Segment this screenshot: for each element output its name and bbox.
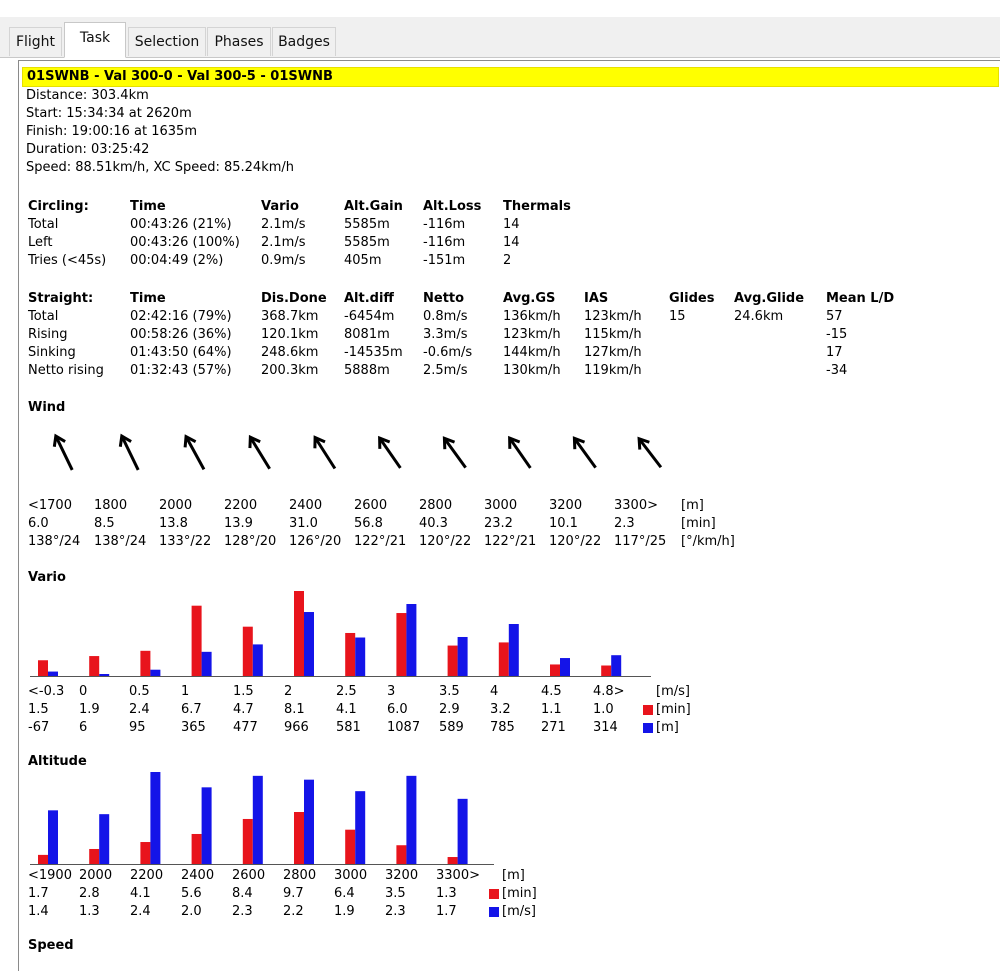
bar-alt-minutes [345,830,355,864]
task-finish: Finish: 19:00:16 at 1635m [26,124,197,139]
straight-cell: 57 [826,309,843,324]
tab-phases[interactable]: Phases [207,27,271,56]
vario-minutes-label: 3.2 [490,702,511,717]
vario-category-label: 1 [181,684,190,699]
alt-category-label: 2000 [79,868,113,883]
straight-cell: 5888m [344,363,390,378]
straight-cell: 136km/h [503,309,561,324]
wind-dir-speed-label: 126°/20 [289,534,342,549]
circling-cell: 405m [344,253,382,268]
legend-swatch [489,889,499,899]
wind-altitude-label: <1700 [28,498,72,513]
straight-cell: 3.3m/s [423,327,468,342]
vario-category-label: <-0.3 [28,684,65,699]
vario-minutes-label: 1.5 [28,702,49,717]
alt-minutes-label: 4.1 [130,886,151,901]
legend-swatch [489,907,499,917]
task-title-bar [22,67,999,87]
vario-minutes-label: 1.1 [541,702,562,717]
wind-arrow-shaft [444,438,465,467]
speed-section-title: Speed [28,938,74,953]
tab-selection[interactable]: Selection [128,27,206,56]
straight-header: Dis.Done [261,291,327,306]
vario-second-label: 6 [79,720,88,735]
straight-cell: Netto rising [28,363,104,378]
circling-cell: 5585m [344,235,390,250]
wind-direction-arrow-icon [433,433,477,473]
alt-category-label: 3000 [334,868,368,883]
straight-cell: 00:58:26 (36%) [130,327,232,342]
straight-cell: 130km/h [503,363,561,378]
straight-cell: 120.1km [261,327,319,342]
altitude-section-title: Altitude [28,754,87,769]
wind-arrow-shaft [510,438,531,468]
straight-cell: 115km/h [584,327,642,342]
straight-header: Avg.GS [503,291,556,306]
wind-altitude-label: 1800 [94,498,128,513]
wind-minutes-label: 8.5 [94,516,115,531]
wind-minutes-label: 10.1 [549,516,578,531]
bar-vario-metres [560,658,570,676]
bar-vario-minutes [499,642,509,676]
wind-altitude-label: 2000 [159,498,193,513]
wind-minutes-label: 13.9 [224,516,253,531]
circling-cell: 00:04:49 (2%) [130,253,224,268]
wind-dir-speed-label: 133°/22 [159,534,212,549]
vario-second-label: 1087 [387,720,421,735]
circling-cell: Tries (<45s) [28,253,107,268]
straight-header: Netto [423,291,465,306]
straight-cell: 200.3km [261,363,319,378]
alt-category-label: 2400 [181,868,215,883]
window-top-strip [0,0,1000,17]
bar-alt-climb [202,787,212,864]
alt-second-label: 1.3 [79,904,100,919]
wind-dir-speed-label: 120°/22 [419,534,472,549]
vario-category-label: 4 [490,684,499,699]
vario-category-label: 0.5 [129,684,150,699]
bar-vario-metres [509,624,519,676]
wind-dir-speed-label: 122°/21 [354,534,407,549]
legend-swatch [643,723,653,733]
alt-category-label: 2200 [130,868,164,883]
circling-cell: 2.1m/s [261,235,306,250]
wind-dir-speed-label: 128°/20 [224,534,277,549]
straight-cell: 123km/h [584,309,642,324]
wind-dir-speed-label: 138°/24 [28,534,81,549]
circling-header: Vario [261,199,299,214]
circling-header: Time [130,199,166,214]
vario-category-label: 4.8> [593,684,625,699]
bar-alt-climb [458,799,468,864]
bar-alt-minutes [89,849,99,864]
vario-legend-label: [m] [656,720,679,735]
alt-minutes-label: 1.7 [28,886,49,901]
wind-altitude-label: 2200 [224,498,258,513]
vario-second-label: 365 [181,720,206,735]
wind-arrow-shaft [380,438,401,468]
straight-cell: 119km/h [584,363,642,378]
vario-category-label: 4.5 [541,684,562,699]
bar-alt-minutes [38,855,48,864]
vario-category-label: 0 [79,684,88,699]
bar-alt-climb [253,776,263,864]
circling-header: Alt.Loss [423,199,482,214]
wind-altitude-label: 3300> [614,498,658,513]
bar-alt-climb [48,810,58,864]
vario-legend-label: [min] [656,702,691,717]
vario-category-label: 3 [387,684,396,699]
alt-second-label: 1.9 [334,904,355,919]
alt-category-unit: [m] [502,868,525,883]
tab-bar [0,17,1000,58]
vario-minutes-label: 2.9 [439,702,460,717]
wind-section-title: Wind [28,400,66,415]
wind-minutes-label: 40.3 [419,516,448,531]
bar-vario-minutes [294,591,304,676]
straight-cell: 01:32:43 (57%) [130,363,232,378]
straight-cell: 24.6km [734,309,784,324]
vario-minutes-label: 1.0 [593,702,614,717]
straight-cell: 368.7km [261,309,319,324]
bar-alt-climb [99,814,109,864]
wind-direction-arrow-icon [238,433,282,473]
task-title: 01SWNB - Val 300-0 - Val 300-5 - 01SWNB [27,69,333,84]
vario-second-label: 589 [439,720,464,735]
straight-cell: 123km/h [503,327,561,342]
alt-minutes-label: 9.7 [283,886,304,901]
alt-category-label: 3200 [385,868,419,883]
wind-unit-dir: [°/km/h] [681,534,735,549]
task-statistics-panel [18,60,1000,971]
vario-category-label: 1.5 [233,684,254,699]
alt-minutes-label: 6.4 [334,886,355,901]
bar-vario-metres [304,612,314,676]
straight-cell: Rising [28,327,68,342]
vario-second-label: 477 [233,720,258,735]
task-duration: Duration: 03:25:42 [26,142,150,157]
straight-cell: 02:42:16 (79%) [130,309,232,324]
bar-alt-minutes [140,842,150,864]
bar-vario-minutes [192,606,202,676]
bar-vario-minutes [345,633,355,676]
bar-vario-metres [355,638,365,676]
alt-second-label: 2.4 [130,904,151,919]
bar-vario-metres [611,655,621,676]
alt-second-label: 2.3 [385,904,406,919]
alt-category-label: 2600 [232,868,266,883]
straight-cell: -15 [826,327,848,342]
straight-cell: Total [28,309,59,324]
alt-second-label: 1.7 [436,904,457,919]
straight-cell: 01:43:50 (64%) [130,345,232,360]
circling-header: Circling: [28,199,89,214]
straight-cell: 127km/h [584,345,642,360]
wind-unit-min: [min] [681,516,716,531]
straight-header: Time [130,291,166,306]
straight-cell: -0.6m/s [423,345,473,360]
wind-minutes-label: 23.2 [484,516,513,531]
vario-category-unit: [m/s] [656,684,690,699]
vario-second-label: 314 [593,720,618,735]
straight-header: Straight: [28,291,94,306]
straight-cell: 248.6km [261,345,319,360]
circling-cell: 00:43:26 (100%) [130,235,240,250]
straight-header: Glides [669,291,715,306]
bar-alt-minutes [243,819,253,864]
legend-swatch [643,705,653,715]
alt-minutes-label: 8.4 [232,886,253,901]
alt-minutes-label: 5.6 [181,886,202,901]
bar-vario-minutes [89,656,99,676]
straight-header: Alt.diff [344,291,394,306]
vario-second-label: 785 [490,720,515,735]
bar-vario-metres [150,670,160,676]
circling-cell: 2 [503,253,512,268]
wind-altitude-label: 2800 [419,498,453,513]
bar-vario-metres [406,604,416,676]
bar-vario-metres [48,672,58,676]
wind-dir-speed-label: 120°/22 [549,534,602,549]
alt-second-label: 1.4 [28,904,49,919]
bar-vario-minutes [601,666,611,676]
alt-legend-label: [m/s] [502,904,536,919]
alt-minutes-label: 1.3 [436,886,457,901]
wind-unit-alt: [m] [681,498,704,513]
bar-alt-minutes [396,845,406,864]
wind-direction-arrow-icon [498,433,542,473]
wind-altitude-label: 3000 [484,498,518,513]
straight-cell: 8081m [344,327,390,342]
bar-vario-minutes [38,660,48,676]
wind-altitude-label: 2400 [289,498,323,513]
straight-header: Avg.Glide [734,291,805,306]
circling-cell: -151m [423,253,466,268]
wind-minutes-label: 13.8 [159,516,188,531]
vario-minutes-label: 1.9 [79,702,100,717]
bar-alt-climb [150,772,160,864]
vario-section-title: Vario [28,570,66,585]
wind-minutes-label: 2.3 [614,516,635,531]
straight-cell: Sinking [28,345,76,360]
vario-second-label: 271 [541,720,566,735]
circling-header: Alt.Gain [344,199,403,214]
vario-minutes-label: 6.0 [387,702,408,717]
bar-alt-climb [355,791,365,864]
bar-vario-minutes [396,613,406,676]
alt-minutes-label: 2.8 [79,886,100,901]
wind-dir-speed-label: 122°/21 [484,534,537,549]
vario-second-label: -67 [28,720,50,735]
wind-direction-arrow-icon [42,433,86,473]
circling-cell: Total [28,217,59,232]
vario-second-label: 581 [336,720,361,735]
vario-second-label: 95 [129,720,146,735]
alt-category-label: <1900 [28,868,72,883]
straight-cell: -14535m [344,345,403,360]
bar-vario-minutes [243,627,253,676]
wind-direction-arrow-icon [563,433,607,473]
straight-cell: -6454m [344,309,395,324]
vario-minutes-label: 6.7 [181,702,202,717]
vario-minutes-label: 4.7 [233,702,254,717]
circling-cell: 5585m [344,217,390,232]
tab-flight[interactable]: Flight [9,27,62,56]
circling-cell: -116m [423,235,466,250]
task-speed: Speed: 88.51km/h, XC Speed: 85.24km/h [26,160,295,175]
wind-altitude-label: 3200 [549,498,583,513]
bar-vario-metres [99,674,109,676]
bar-alt-minutes [294,812,304,864]
circling-cell: -116m [423,217,466,232]
circling-cell: 14 [503,235,520,250]
straight-header: Mean L/D [826,291,895,306]
wind-arrow-shaft [639,439,661,467]
straight-header: IAS [584,291,609,306]
tab-task[interactable]: Task [64,22,126,58]
straight-cell: 144km/h [503,345,561,360]
wind-arrow-shaft [574,438,595,467]
vario-category-label: 3.5 [439,684,460,699]
wind-direction-arrow-icon [628,433,672,473]
wind-direction-arrow-icon [368,433,412,473]
bar-vario-minutes [550,664,560,676]
bar-alt-minutes [448,857,458,864]
task-start: Start: 15:34:34 at 2620m [26,106,192,121]
tab-badges[interactable]: Badges [272,27,336,56]
wind-minutes-label: 6.0 [28,516,49,531]
bar-vario-minutes [140,651,150,676]
wind-direction-arrow-icon [108,433,152,473]
straight-cell: 0.8m/s [423,309,468,324]
bar-alt-minutes [192,834,202,864]
wind-arrow-shaft [315,438,335,469]
bar-vario-minutes [448,646,458,676]
alt-minutes-label: 3.5 [385,886,406,901]
circling-cell: Left [28,235,53,250]
alt-second-label: 2.0 [181,904,202,919]
altitude-histogram [19,765,719,867]
wind-minutes-label: 31.0 [289,516,318,531]
wind-direction-arrow-icon [173,433,217,473]
task-distance: Distance: 303.4km [26,88,149,103]
wind-direction-arrow-icon [303,433,347,473]
alt-category-label: 3300> [436,868,480,883]
straight-cell: 15 [669,309,686,324]
circling-header: Thermals [503,199,571,214]
straight-cell: 17 [826,345,843,360]
circling-cell: 0.9m/s [261,253,306,268]
alt-category-label: 2800 [283,868,317,883]
vario-category-label: 2.5 [336,684,357,699]
bar-vario-metres [253,644,263,676]
vario-minutes-label: 4.1 [336,702,357,717]
alt-legend-label: [min] [502,886,537,901]
bar-vario-metres [458,637,468,676]
vario-second-label: 966 [284,720,309,735]
alt-second-label: 2.3 [232,904,253,919]
wind-dir-speed-label: 138°/24 [94,534,147,549]
bar-alt-climb [304,780,314,864]
wind-minutes-label: 56.8 [354,516,383,531]
alt-second-label: 2.2 [283,904,304,919]
straight-cell: -34 [826,363,848,378]
vario-minutes-label: 8.1 [284,702,305,717]
vario-histogram [19,581,719,681]
wind-dir-speed-label: 117°/25 [614,534,667,549]
bar-vario-metres [202,652,212,676]
vario-minutes-label: 2.4 [129,702,150,717]
circling-cell: 2.1m/s [261,217,306,232]
straight-cell: 2.5m/s [423,363,468,378]
vario-category-label: 2 [284,684,293,699]
bar-alt-climb [406,776,416,864]
circling-cell: 14 [503,217,520,232]
circling-cell: 00:43:26 (21%) [130,217,232,232]
wind-altitude-label: 2600 [354,498,388,513]
